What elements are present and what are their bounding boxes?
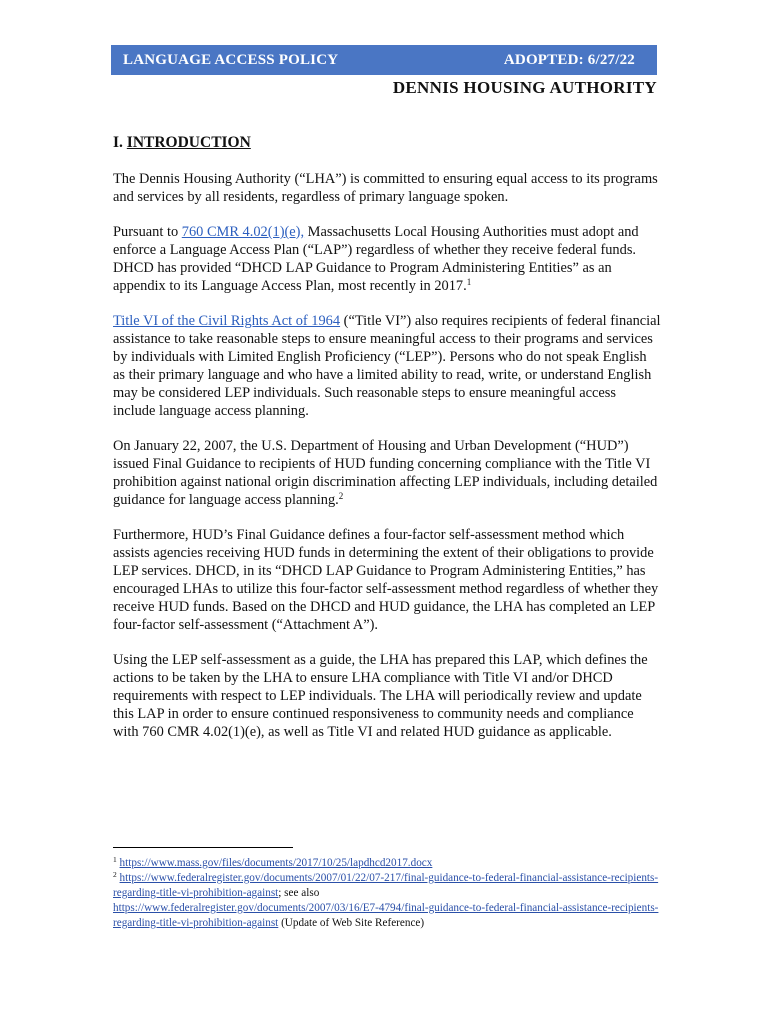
paragraph-hud-text: On January 22, 2007, the U.S. Department of Housing and Urban Development (“HUD”) issued Final Guidance to recipients of HUD funding concerning compliance with the Title VI prohibition against national origin discrimination affecting LEP individuals, including detailed guidance for language access planning.: [113, 438, 658, 508]
section-number: I.: [113, 134, 127, 151]
footnote-2-number: 2: [113, 870, 117, 879]
footnote-ref-2: 2: [338, 491, 344, 501]
paragraph-lap: Using the LEP self-assessment as a guide, the LHA has prepared this LAP, which defines the actions to be taken by the LHA to ensure LHA compliance with Title VI and/or DHCD requirements with respect to LEP individuals. The LHA will periodically review and update this LAP in order to ensure continued responsiveness to community needs and compliance with 760 CMR 4.02(1)(e), as well as Title VI and related HUD guidance as applicable.: [113, 652, 648, 740]
section-heading: [113, 134, 251, 152]
footnote-2-link-1[interactable]: https://www.federalregister.gov/documents/2007/01/22/07-217/final-guidance-to-federal-financial-assistance-recipients-regarding-title-vi-prohibition-against: [113, 872, 659, 899]
paragraph-cmr-lead: Pursuant to: [113, 224, 182, 240]
document-body: [113, 170, 661, 758]
paragraph-hud-guidance: [113, 437, 661, 509]
cmr-link[interactable]: 760 CMR 4.02(1)(e),: [181, 224, 305, 240]
paragraph-four-factor: Furthermore, HUD’s Final Guidance defines a four-factor self-assessment method which assists agencies receiving HUD funds in determining the extent of their obligations to provide LEP services. DHCD, in its “DHCD LAP Guidance to Program Administering Entities,” has encouraged LHAs to utilize this four-factor self-assessment method regardless of whether they receive HUD funds. Based on the DHCD and HUD guidance, the LHA has completed an LEP four-factor self-assessment (“Attachment A”).: [113, 527, 659, 633]
footnote-ref-1: 1: [466, 277, 472, 287]
footnote-2-see-also: ; see also: [278, 887, 320, 899]
footnote-1-number: 1: [113, 855, 117, 864]
adopted-date: ADOPTED: 6/27/22: [503, 51, 635, 68]
footnote-2-link-2[interactable]: https://www.federalregister.gov/documents/2007/03/16/E7-4794/final-guidance-to-federal-financial-assistance-recipients-regarding-title-vi-prohibition-against: [113, 902, 659, 929]
footnote-1: [113, 856, 673, 871]
header-bar: [111, 45, 657, 75]
paragraph-title-vi: [113, 312, 661, 420]
paragraph-intro: The Dennis Housing Authority (“LHA”) is committed to ensuring equal access to its programs and services by all residents, regardless of primary language spoken.: [113, 171, 658, 205]
title-vi-link[interactable]: Title VI of the Civil Rights Act of 1964: [113, 313, 341, 329]
section-title: INTRODUCTION: [126, 134, 251, 151]
footnotes: [113, 856, 673, 931]
paragraph-cmr-text: Massachusetts Local Housing Authorities must adopt and enforce a Language Access Plan (“LAP”) regardless of whether they receive federal funds. DHCD has provided “DHCD LAP Guidance to Program Administering Entities” as an appendix to its Language Access Plan, most recently in 2017.: [113, 224, 639, 294]
paragraph-title-vi-text: (“Title VI”) also requires recipients of federal financial assistance to take reasonable steps to ensure meaningful access to their programs and services by individuals with Limited English Proficiency (“LEP”). Persons who do not speak English as their primary language and who have a limited ability to read, write, or understand English may be considered LEP individuals. Such reasonable steps to ensure meaningful access include language access planning.: [113, 313, 661, 419]
footnote-2: [113, 871, 673, 931]
footnote-1-link[interactable]: https://www.mass.gov/files/documents/2017/10/25/lapdhcd2017.docx: [119, 857, 433, 869]
organization-name: DENNIS HOUSING AUTHORITY: [392, 78, 657, 97]
paragraph-cmr: [113, 223, 661, 295]
footnote-2-note: (Update of Web Site Reference): [278, 917, 425, 929]
footnote-divider: [113, 847, 293, 848]
policy-title: LANGUAGE ACCESS POLICY: [123, 51, 339, 68]
